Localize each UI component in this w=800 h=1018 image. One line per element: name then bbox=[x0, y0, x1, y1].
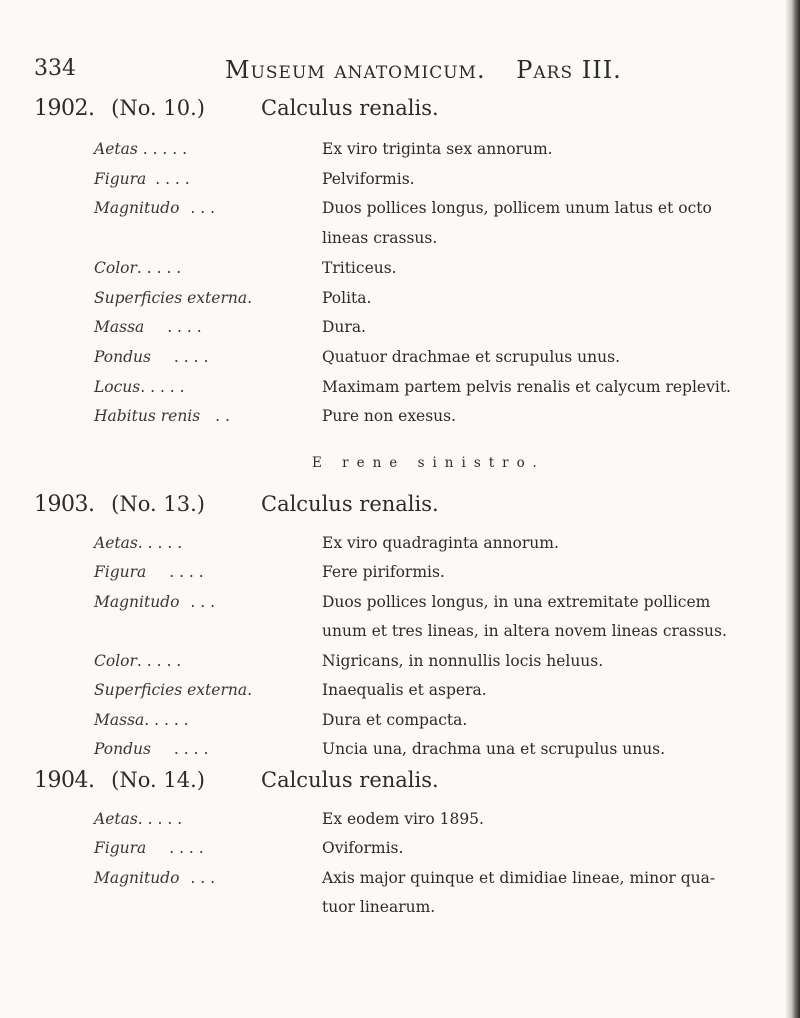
field-row bbox=[94, 681, 487, 699]
entry-heading bbox=[34, 768, 439, 793]
field-row bbox=[94, 199, 712, 217]
field-row bbox=[94, 652, 604, 670]
field-row bbox=[94, 593, 711, 611]
field-row bbox=[94, 534, 559, 552]
leader-dots: . . . . . bbox=[144, 711, 189, 729]
field-label: Aetas bbox=[94, 140, 138, 158]
entry-title: Calculus renalis. bbox=[261, 96, 439, 120]
field-label: Pondus bbox=[94, 740, 151, 758]
field-value-continuation: tuor linearum. bbox=[322, 898, 436, 916]
field-label: Color bbox=[94, 652, 137, 670]
field-label: Superficies externa. bbox=[94, 681, 253, 699]
leader-dots: . . . . bbox=[173, 348, 209, 366]
page-number: 334 bbox=[34, 56, 76, 81]
field-row bbox=[94, 740, 666, 758]
section-heading: E rene sinistro. bbox=[312, 455, 545, 471]
entry-catalog-no: (No. 14.) bbox=[111, 768, 205, 792]
leader-dots: . . . . bbox=[173, 740, 209, 758]
field-label: Magnitudo bbox=[94, 199, 180, 217]
page-header bbox=[34, 56, 76, 81]
field-row bbox=[94, 711, 468, 729]
field-value-continuation: unum et tres lineas, in altera novem lineas crassus. bbox=[322, 622, 727, 640]
field-value: Duos pollices longus, in una extremitate pollicem bbox=[322, 593, 711, 611]
field-value: Nigricans, in nonnullis locis heluus. bbox=[322, 652, 604, 670]
page-edge-shadow bbox=[786, 0, 800, 1018]
field-value: Oviformis. bbox=[322, 839, 404, 857]
leader-dots: . . . bbox=[190, 199, 216, 217]
part-label: Pars III. bbox=[516, 56, 622, 84]
field-value: Triticeus. bbox=[322, 259, 397, 277]
field-value: Maximam partem pelvis renalis et calycum replevit. bbox=[322, 378, 731, 396]
field-row bbox=[94, 378, 731, 396]
field-row bbox=[94, 839, 404, 857]
field-value: Ex eodem viro 1895. bbox=[322, 810, 484, 828]
running-title bbox=[225, 56, 622, 84]
field-row bbox=[94, 289, 372, 307]
field-value: Pelviformis. bbox=[322, 170, 415, 188]
field-row bbox=[94, 869, 716, 887]
leader-dots: . . . . . bbox=[140, 378, 185, 396]
leader-dots: . . bbox=[215, 407, 230, 425]
field-value: Dura. bbox=[322, 318, 366, 336]
field-value: Axis major quinque et dimidiae lineae, minor qua- bbox=[322, 869, 716, 887]
field-value-continuation: lineas crassus. bbox=[322, 229, 438, 247]
entry-heading bbox=[34, 492, 439, 517]
field-value: Polita. bbox=[322, 289, 372, 307]
field-label: Superficies externa. bbox=[94, 289, 253, 307]
field-label: Aetas bbox=[94, 534, 138, 552]
field-label: Aetas bbox=[94, 810, 138, 828]
field-row bbox=[94, 810, 484, 828]
field-label: Magnitudo bbox=[94, 593, 180, 611]
field-row bbox=[94, 407, 457, 425]
entry-number: 1903. bbox=[34, 492, 95, 517]
field-label: Habitus renis bbox=[94, 407, 201, 425]
field-label: Figura bbox=[94, 563, 147, 581]
leader-dots: . . . . . bbox=[137, 140, 188, 158]
leader-dots: . . . . . bbox=[137, 810, 183, 828]
field-row bbox=[94, 348, 620, 366]
field-row bbox=[94, 140, 553, 158]
entry-title: Calculus renalis. bbox=[261, 492, 439, 516]
field-label: Magnitudo bbox=[94, 869, 180, 887]
field-row bbox=[94, 259, 397, 277]
field-value: Dura et compacta. bbox=[322, 711, 468, 729]
entry-catalog-no: (No. 10.) bbox=[111, 96, 205, 120]
leader-dots: . . . . bbox=[169, 839, 204, 857]
entry-catalog-no: (No. 13.) bbox=[111, 492, 205, 516]
leader-dots: . . . . . bbox=[137, 534, 183, 552]
leader-dots: . . . . bbox=[155, 170, 190, 188]
field-row bbox=[94, 563, 445, 581]
field-value: Inaequalis et aspera. bbox=[322, 681, 487, 699]
field-label: Pondus bbox=[94, 348, 151, 366]
entry-number: 1904. bbox=[34, 768, 95, 793]
field-label: Figura bbox=[94, 170, 147, 188]
field-row bbox=[94, 170, 415, 188]
entry-title: Calculus renalis. bbox=[261, 768, 439, 792]
entry-number: 1902. bbox=[34, 96, 95, 121]
field-label: Massa bbox=[94, 711, 145, 729]
field-value: Quatuor drachmae et scrupulus unus. bbox=[322, 348, 620, 366]
field-value: Uncia una, drachma una et scrupulus unus. bbox=[322, 740, 666, 758]
leader-dots: . . . . . bbox=[136, 259, 182, 277]
field-value: Duos pollices longus, pollicem unum latus et octo bbox=[322, 199, 712, 217]
leader-dots: . . . . . bbox=[136, 652, 182, 670]
leader-dots: . . . bbox=[190, 593, 216, 611]
leader-dots: . . . . bbox=[169, 563, 204, 581]
field-value: Fere piriformis. bbox=[322, 563, 445, 581]
field-value: Ex viro triginta sex annorum. bbox=[322, 140, 553, 158]
field-value: Pure non exesus. bbox=[322, 407, 457, 425]
field-label: Figura bbox=[94, 839, 147, 857]
field-value: Ex viro quadraginta annorum. bbox=[322, 534, 559, 552]
leader-dots: . . . bbox=[190, 869, 216, 887]
field-label: Color bbox=[94, 259, 137, 277]
field-row bbox=[94, 318, 366, 336]
running-title-text: Museum anatomicum. bbox=[225, 56, 486, 84]
leader-dots: . . . . bbox=[167, 318, 202, 336]
entry-heading bbox=[34, 96, 439, 121]
field-label: Massa bbox=[94, 318, 145, 336]
field-label: Locus bbox=[94, 378, 141, 396]
